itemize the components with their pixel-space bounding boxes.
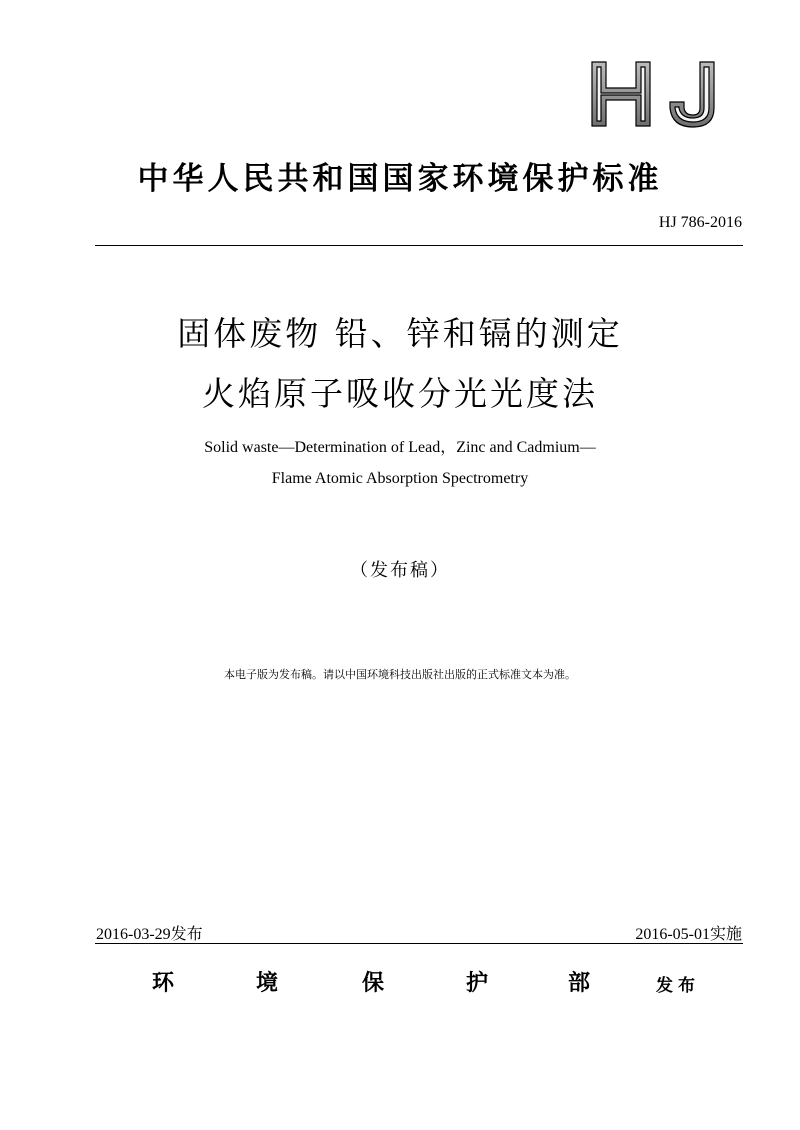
- issuer-char: 环: [152, 970, 175, 996]
- title-en-line1: Solid waste—Determination of Lead，Zinc and Cadmium—: [204, 439, 596, 456]
- footer-divider: [95, 943, 743, 944]
- standard-code: HJ 786-2016: [658, 214, 742, 231]
- issuer-char: 境: [256, 970, 279, 996]
- standard-name: 中华人民共和国国家环境保护标准: [137, 161, 663, 197]
- draft-label: （发布稿）: [350, 560, 450, 581]
- title-en-line2: Flame Atomic Absorption Spectrometry: [271, 470, 529, 487]
- issuer-char: 保: [362, 970, 385, 996]
- issue-date: 2016-03-29发布: [96, 926, 203, 943]
- hj-logo: [588, 58, 722, 130]
- header-divider: [95, 245, 743, 246]
- title-cn-line1: 固体废物 铅、锌和镉的测定: [177, 314, 623, 353]
- publish-label: 发布: [656, 976, 700, 996]
- edition-note: 本电子版为发布稿。请以中国环境科技出版社出版的正式标准文本为准。: [224, 668, 576, 681]
- issuer-char: 部: [568, 970, 591, 996]
- issuer-char: 护: [466, 970, 489, 996]
- title-cn-line2: 火焰原子吸收分光光度法: [202, 374, 598, 413]
- effective-date: 2016-05-01实施: [635, 926, 742, 943]
